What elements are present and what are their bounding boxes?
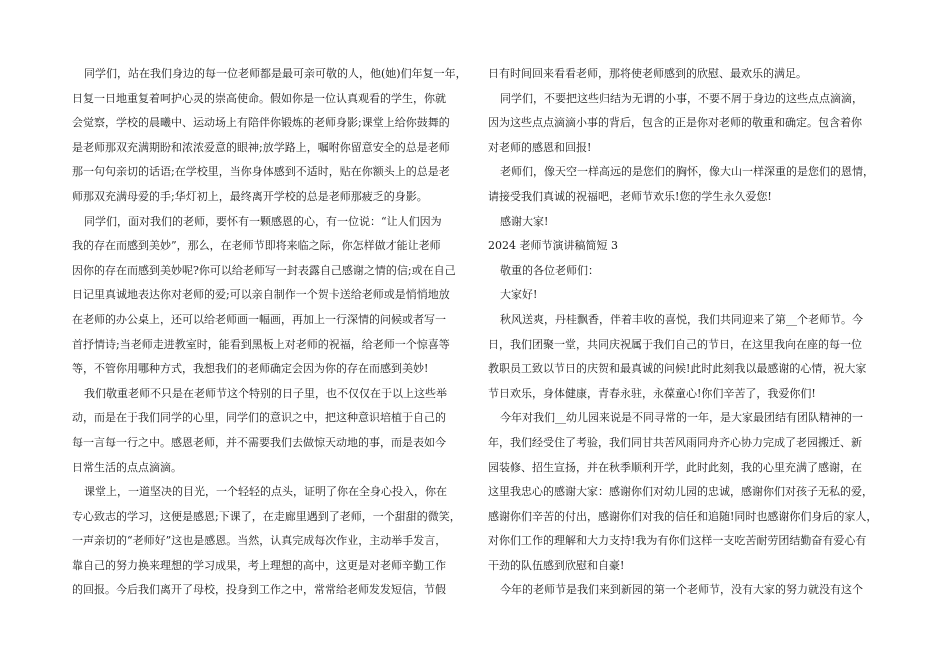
text-line: 我的存在而感到美妙”，那么，在老师节即将来临之际，你怎样做才能让老师 xyxy=(72,239,441,253)
text-line: 老师们，像天空一样高远的是您们的胸怀，像大山一样深重的是您们的恩情， xyxy=(500,165,874,179)
text-line: 2024 老师节演讲稿简短 3 xyxy=(488,239,618,253)
text-line: 因你的存在而感到美妙呢?你可以给老师写一封表露自己感谢之情的信;或在自己 xyxy=(72,263,456,277)
text-line: 等，不管你用哪种方式，我想我们的老师确定会因为你的存在而感到美妙! xyxy=(72,362,429,376)
text-line: 今年对我们__幼儿园来说是不同寻常的一年，是大家最团结有团队精神的一 xyxy=(500,411,863,425)
text-line: 敬重的各位老师们： xyxy=(500,263,599,277)
text-line: 是老师那双充满期盼和浓浓爱意的眼神;放学路上，嘱咐你留意安全的总是老师 xyxy=(72,140,450,154)
text-line: 我们敬重老师不只是在老师节这个特别的日子里，也不仅仅在于以上这些举 xyxy=(84,386,447,400)
text-line: 每一言每一行之中。感恩老师，并不需要我们去做惊天动地的事，而是表如今 xyxy=(72,435,446,449)
text-line: 节日欢乐，身体健康，青春永驻，永葆童心!你们辛苦了，我爱你们! xyxy=(488,386,816,400)
text-line: 感谢你们辛苦的付出，感谢你们对我的信任和追随!同时也感谢你们身后的家人， xyxy=(488,509,878,523)
text-line: 秋风送爽，丹桂飘香，伴着丰收的喜悦，我们共同迎来了第__个老师节。今 xyxy=(500,312,863,326)
text-line: 干劲的队伍感到欣慰和自豪! xyxy=(488,558,625,572)
text-line: 日记里真诚地表达你对老师的爱;可以亲自制作一个贺卡送给老师或是悄悄地放 xyxy=(72,288,450,302)
text-line: 今年的老师节是我们来到新园的第一个老师节，没有大家的努力就没有这个 xyxy=(500,583,863,597)
text-line: 对你们工作的理解和大力支持!我为有你们这样一支吃苦耐劳团结勤奋有爱心有 xyxy=(488,534,867,548)
text-line: 专心致志的学习，这便是感恩;下课了，在走廊里遇到了老师，一个甜甜的微笑， xyxy=(72,509,461,523)
text-line: 靠自己的努力换来理想的学习成果，考上理想的高中，这更是对老师辛勤工作 xyxy=(72,558,446,572)
right-column xyxy=(488,62,880,603)
text-line: 那一句句亲切的话语;在学校里，当你身体感到不适时，贴在你额头上的总是老 xyxy=(72,165,450,179)
text-line: 日复一日地重复着呵护心灵的崇高使命。假如你是一位认真观看的学生，你就 xyxy=(72,91,446,105)
text-line: 课堂上，一道坚决的目光，一个轻轻的点头，证明了你在全身心投入，你在 xyxy=(84,485,447,499)
text-line: 会觉察，学校的晨曦中、运动场上有陪伴你锻炼的老师身影;课堂上给你鼓舞的 xyxy=(72,116,450,130)
text-line: 请接受我们真诚的祝福吧，老师节欢乐!您的学生永久爱您! xyxy=(488,189,772,203)
text-line: 园装修、招生宣扬，并在秋季顺利开学，此时此刻，我的心里充满了感谢，在 xyxy=(488,460,862,474)
text-line: 这里我忠心的感谢大家：感谢你们对幼儿园的忠诚，感谢你们对孩子无私的爱， xyxy=(488,485,873,499)
text-line: 在老师的办公桌上，还可以给老师画一幅画，再加上一行深情的问候或者写一 xyxy=(72,312,446,326)
text-line: 同学们，站在我们身边的每一位老师都是最可亲可敬的人，他(她)们年复一年， xyxy=(84,67,467,80)
text-line: 同学们，面对我们的老师，要怀有一颗感恩的心，有一位说：“让人们因为 xyxy=(84,214,442,228)
text-line: 因为这些点点滴滴小事的背后，包含的正是你对老师的敬重和确定。包含着你 xyxy=(488,116,862,130)
text-line: 一声亲切的“老师好”这也是感恩。当然，认真完成每次作业，主动举手发言， xyxy=(72,534,447,548)
text-line: 感谢大家! xyxy=(500,214,549,228)
text-line: 对老师的感恩和回报! xyxy=(488,140,592,154)
text-line: 大家好! xyxy=(500,288,538,302)
text-line: 首抒情诗;当老师走进教室时，能看到黑板上对老师的祝福，给老师一个惊喜等 xyxy=(72,337,450,351)
text-line: 同学们，不要把这些归结为无谓的小事，不要不屑于身边的这些点点滴滴， xyxy=(500,91,863,105)
text-line: 日常生活的点点滴滴。 xyxy=(72,460,182,474)
text-line: 师那双充满母爱的手;华灯初上，最终离开学校的总是老师那疲乏的身影。 xyxy=(72,189,428,203)
text-line: 动，而是在于我们同学的心里，同学们的意识之中，把这种意识培植于自己的 xyxy=(72,411,446,425)
text-line: 教职员工致以节日的庆贺和最真诚的问候!此时此刻我以最感谢的心情，祝大家 xyxy=(488,362,867,376)
text-line: 日有时间回来看看老师，那将使老师感到的欣慰、最欢乐的满足。 xyxy=(488,67,807,80)
text-line: 的回报。今后我们离开了母校，投身到工作之中，常常给老师发发短信，节假 xyxy=(72,583,446,597)
left-column xyxy=(72,62,467,603)
text-line: 年，我们经受住了考验，我们同甘共苦风雨同舟齐心协力完成了老园搬迁、新 xyxy=(488,435,862,449)
text-line: 日，我们团聚一堂，共同庆祝属于我们自己的节日，在这里我向在座的每一位 xyxy=(488,337,862,351)
